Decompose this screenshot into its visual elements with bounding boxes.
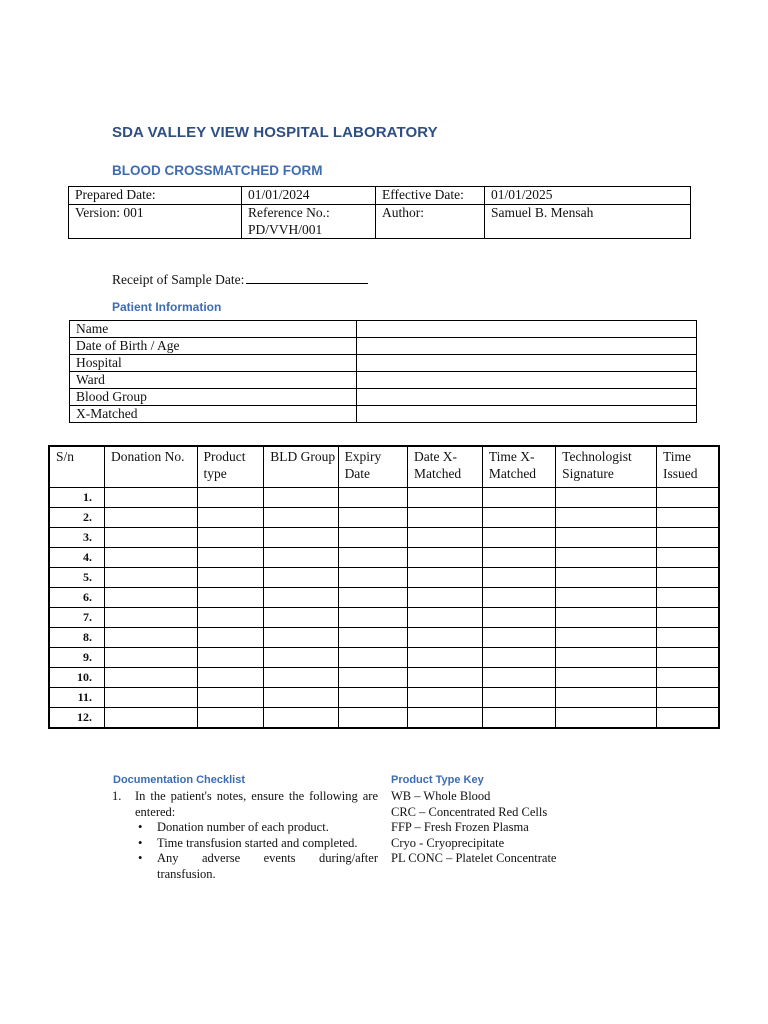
table-cell[interactable] [407,628,482,648]
row-number: 1. [49,488,105,508]
row-number: 10. [49,668,105,688]
table-cell[interactable] [656,588,719,608]
row-number: 2. [49,508,105,528]
row-number: 3. [49,528,105,548]
product-key-item: PL CONC – Platelet Concentrate [391,851,557,865]
table-row [49,628,719,648]
table-cell[interactable] [482,488,555,508]
patient-field-value[interactable] [357,372,697,389]
patient-field-label: Blood Group [70,389,357,406]
column-header: Technologist Signature [556,446,657,488]
table-cell[interactable] [197,608,264,628]
table-cell[interactable] [338,708,407,729]
table-cell[interactable] [656,508,719,528]
table-cell[interactable] [264,528,338,548]
table-cell[interactable] [556,688,657,708]
table-cell[interactable] [656,548,719,568]
product-type-key [391,789,556,867]
table-cell[interactable] [407,568,482,588]
prepared-date-label: Prepared Date: [69,187,242,205]
table-cell[interactable] [482,628,555,648]
table-cell[interactable] [264,508,338,528]
table-cell[interactable] [482,708,555,729]
receipt-date-blank[interactable] [246,271,368,284]
table-cell[interactable] [105,668,198,688]
author-value: Samuel B. Mensah [485,205,691,239]
table-cell[interactable] [264,568,338,588]
table-cell[interactable] [482,608,555,628]
column-header: Product type [197,446,264,488]
table-row [49,488,719,508]
row-number: 6. [49,588,105,608]
patient-info-table [69,320,697,423]
table-cell[interactable] [197,668,264,688]
table-cell[interactable] [556,668,657,688]
table-row [49,508,719,528]
table-cell[interactable] [105,548,198,568]
table-cell[interactable] [407,508,482,528]
table-cell[interactable] [264,608,338,628]
table-cell[interactable] [556,528,657,548]
table-cell[interactable] [105,708,198,729]
column-header: Time X-Matched [482,446,555,488]
table-cell[interactable] [482,508,555,528]
product-key-heading: Product Type Key [391,774,484,786]
crossmatch-header-row [49,446,719,488]
meta-row-1 [69,187,691,205]
patient-field-value[interactable] [357,406,697,423]
row-number: 7. [49,608,105,628]
table-cell[interactable] [105,488,198,508]
form-title: BLOOD CROSSMATCHED FORM [112,163,323,178]
table-cell[interactable] [197,488,264,508]
table-cell[interactable] [407,528,482,548]
column-header: Expiry Date [338,446,407,488]
table-cell[interactable] [556,588,657,608]
column-header: Date X-Matched [407,446,482,488]
table-cell[interactable] [264,708,338,729]
patient-field-value[interactable] [357,321,697,338]
table-cell[interactable] [338,648,407,668]
table-cell[interactable] [197,508,264,528]
table-row [49,708,719,729]
table-cell[interactable] [264,588,338,608]
table-cell[interactable] [197,688,264,708]
patient-info-heading: Patient Information [112,300,222,314]
table-cell[interactable] [482,668,555,688]
table-cell[interactable] [338,668,407,688]
table-cell[interactable] [338,508,407,528]
table-cell[interactable] [105,608,198,628]
table-cell[interactable] [656,648,719,668]
table-cell[interactable] [264,488,338,508]
table-cell[interactable] [197,588,264,608]
patient-field-value[interactable] [357,389,697,406]
table-cell[interactable] [197,708,264,729]
patient-row [70,321,697,338]
patient-field-label: Ward [70,372,357,389]
table-cell[interactable] [656,688,719,708]
effective-date-value: 01/01/2025 [485,187,691,205]
table-cell[interactable] [338,628,407,648]
patient-field-label: Date of Birth / Age [70,338,357,355]
product-key-item: FFP – Fresh Frozen Plasma [391,820,529,834]
checklist-items [112,820,378,882]
column-header: BLD Group [264,446,338,488]
table-cell[interactable] [264,648,338,668]
table-cell[interactable] [105,688,198,708]
table-cell[interactable] [556,508,657,528]
table-cell[interactable] [482,568,555,588]
bullet-icon: • [138,835,143,850]
table-cell[interactable] [656,668,719,688]
prepared-date-value: 01/01/2024 [242,187,376,205]
table-cell[interactable] [407,648,482,668]
checklist-intro: In the patient's notes, ensure the following are entered: [135,789,378,819]
column-header: S/n [49,446,105,488]
author-label: Author: [376,205,485,239]
patient-field-label: Hospital [70,355,357,372]
checklist-item-text: Donation number of each product. [157,820,329,834]
table-cell[interactable] [338,528,407,548]
table-cell[interactable] [338,688,407,708]
table-cell[interactable] [105,568,198,588]
table-cell[interactable] [338,608,407,628]
table-cell[interactable] [105,528,198,548]
table-cell[interactable] [656,708,719,729]
table-cell[interactable] [482,528,555,548]
document-meta-table [68,186,691,239]
table-cell[interactable] [556,548,657,568]
table-cell[interactable] [407,488,482,508]
patient-field-label: Name [70,321,357,338]
row-number: 9. [49,648,105,668]
table-cell[interactable] [407,588,482,608]
table-cell[interactable] [105,508,198,528]
table-cell[interactable] [407,608,482,628]
table-cell[interactable] [407,708,482,729]
table-cell[interactable] [197,528,264,548]
table-cell[interactable] [556,628,657,648]
effective-date-label: Effective Date: [376,187,485,205]
patient-field-value[interactable] [357,338,697,355]
version-label: Version: 001 [69,205,242,239]
table-cell[interactable] [197,628,264,648]
reference-cell [242,205,376,239]
patient-field-value[interactable] [357,355,697,372]
checklist-item-text: Any adverse events during/after transfusion. [157,851,378,881]
table-cell[interactable] [656,608,719,628]
receipt-date-label: Receipt of Sample Date: [112,272,245,287]
patient-row [70,389,697,406]
checklist-item [138,820,378,836]
patient-row [70,406,697,423]
row-number: 8. [49,628,105,648]
table-cell[interactable] [197,548,264,568]
checklist-number: 1. [112,789,122,803]
table-cell[interactable] [264,628,338,648]
table-row [49,528,719,548]
table-cell[interactable] [264,668,338,688]
table-cell[interactable] [556,568,657,588]
row-number: 5. [49,568,105,588]
table-cell[interactable] [338,568,407,588]
table-row [49,588,719,608]
receipt-date-field [112,271,368,288]
table-cell[interactable] [264,688,338,708]
checklist-item [138,835,378,852]
product-key-item: WB – Whole Blood [391,789,491,803]
column-header: Time Issued [656,446,719,488]
table-cell[interactable] [407,548,482,568]
patient-field-label: X-Matched [70,406,357,423]
bullet-icon: • [138,851,143,865]
table-row [49,548,719,568]
table-cell[interactable] [264,548,338,568]
patient-row [70,338,697,355]
table-cell[interactable] [105,588,198,608]
reference-value: PD/VVH/001 [248,221,323,237]
patient-row [70,372,697,389]
table-cell[interactable] [407,688,482,708]
table-row [49,648,719,668]
lab-title: SDA VALLEY VIEW HOSPITAL LABORATORY [112,124,438,141]
table-cell[interactable] [556,608,657,628]
checklist-item [138,851,378,882]
table-cell[interactable] [556,708,657,729]
bullet-icon: • [138,820,143,834]
table-cell[interactable] [105,648,198,668]
meta-row-2 [69,205,691,239]
table-cell[interactable] [338,488,407,508]
table-row [49,568,719,588]
product-key-item: CRC – Concentrated Red Cells [391,804,548,819]
checklist-heading: Documentation Checklist [113,774,246,786]
reference-label: Reference No.: [248,205,330,220]
table-cell[interactable] [197,648,264,668]
table-cell[interactable] [338,548,407,568]
table-cell[interactable] [482,588,555,608]
checklist-item-text: Time transfusion started and completed. [157,835,358,850]
table-cell[interactable] [656,528,719,548]
crossmatch-table [48,445,720,729]
row-number: 11. [49,688,105,708]
table-cell[interactable] [656,628,719,648]
table-cell[interactable] [105,628,198,648]
table-cell[interactable] [482,648,555,668]
table-cell[interactable] [407,668,482,688]
table-row [49,688,719,708]
row-number: 12. [49,708,105,729]
documentation-checklist [112,789,378,882]
table-row [49,668,719,688]
table-cell[interactable] [482,548,555,568]
table-cell[interactable] [656,568,719,588]
table-row [49,608,719,628]
table-cell[interactable] [338,588,407,608]
table-cell[interactable] [656,488,719,508]
table-cell[interactable] [556,648,657,668]
column-header: Donation No. [105,446,198,488]
row-number: 4. [49,548,105,568]
table-cell[interactable] [556,488,657,508]
product-key-item: Cryo - Cryoprecipitate [391,835,505,850]
table-cell[interactable] [197,568,264,588]
patient-row [70,355,697,372]
table-cell[interactable] [482,688,555,708]
